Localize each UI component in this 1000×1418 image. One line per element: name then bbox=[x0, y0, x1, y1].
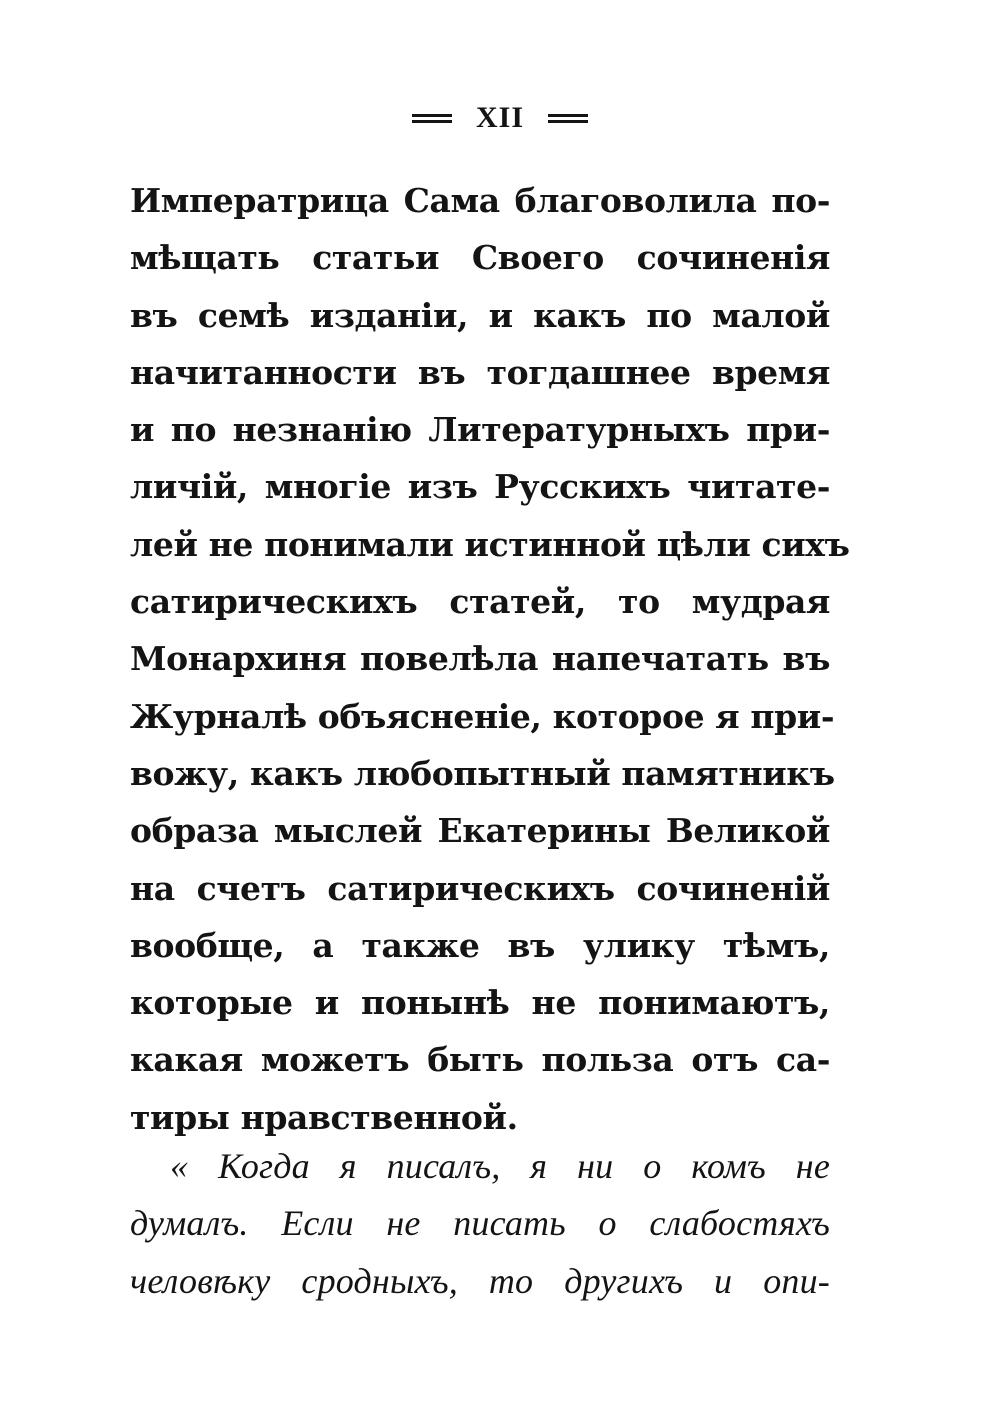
quote-line: « Когда я писалъ, я ни о комъ не bbox=[170, 1146, 830, 1186]
header-rule-left bbox=[412, 114, 452, 123]
text-line: вожу, какъ любопытный памятникъ bbox=[130, 753, 835, 793]
text-line: и по незнанію Литературныхъ при- bbox=[130, 410, 830, 450]
quoted-paragraph bbox=[130, 1138, 830, 1310]
body-paragraph bbox=[130, 172, 850, 1146]
text-line: мѣщать статьи Своего сочиненія bbox=[130, 238, 830, 278]
text-line: которые и понынѣ не понимаютъ, bbox=[130, 983, 830, 1023]
text-line: тиры нравственной. bbox=[130, 1097, 518, 1137]
quote-line: думалъ. Если не писать о слабостяхъ bbox=[130, 1203, 830, 1244]
text-line: Монархиня повелѣла напечатать въ bbox=[130, 639, 830, 679]
text-line: лей не понимали истинной цѣли сихъ bbox=[130, 524, 850, 564]
page-header bbox=[0, 96, 1000, 138]
text-line: Журналѣ объясненіе, которое я при- bbox=[130, 696, 835, 736]
header-rule-right bbox=[548, 114, 588, 123]
text-line: личій, многіе изъ Русскихъ читате- bbox=[130, 467, 830, 507]
text-line: сатирическихъ статей, то мудрая bbox=[130, 582, 830, 622]
text-line: вообще, а также въ улику тѣмъ, bbox=[130, 925, 830, 965]
page-number: XII bbox=[475, 101, 524, 135]
text-line: какая можетъ быть польза отъ са- bbox=[130, 1040, 830, 1080]
text-line: въ семѣ изданіи, и какъ по малой bbox=[130, 295, 830, 335]
text-line: Императрица Сама благоволила по- bbox=[130, 181, 830, 220]
text-line: образа мыслей Екатерины Великой bbox=[130, 811, 830, 851]
text-line: начитанности въ тогдашнее время bbox=[130, 352, 830, 392]
quote-line: человѣку сродныхъ, то другихъ и опи- bbox=[130, 1260, 830, 1301]
text-line: на счетъ сатирическихъ сочиненій bbox=[130, 868, 830, 908]
